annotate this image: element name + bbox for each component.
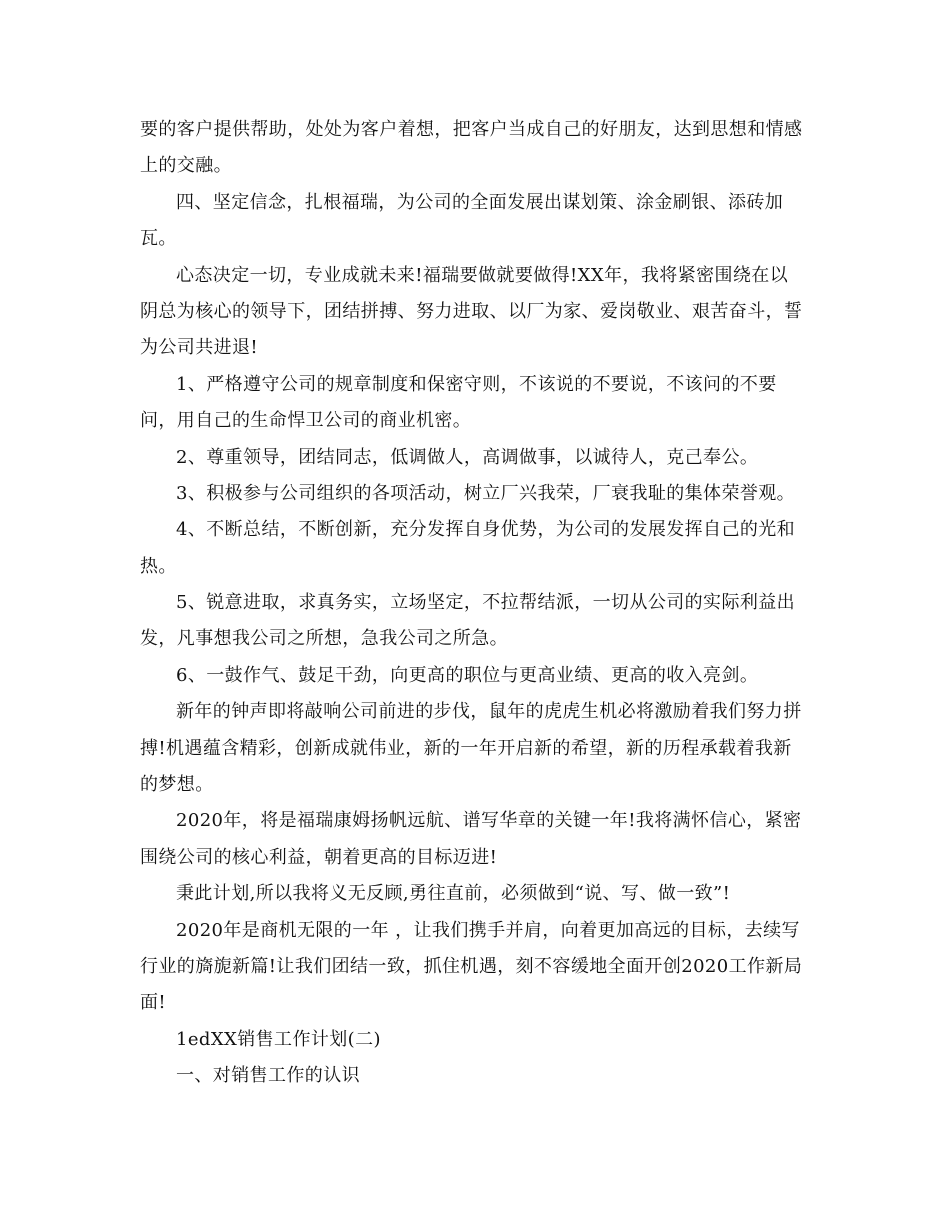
text-line: 新年的钟声即将敲响公司前进的步伐，鼠年的虎虎生机必将激励着我们努力拼: [176, 701, 802, 723]
paragraph: [140, 185, 950, 258]
paragraph: [140, 803, 950, 876]
text-line: 心态决定一切，专业成就未来!福瑞要做就要做得!XX年，我将紧密围绕在以: [176, 264, 789, 286]
paragraph: [140, 258, 950, 367]
text-line: 发，凡事想我公司之所想，急我公司之所急。: [140, 628, 508, 650]
text-line: 5、锐意进取，求真务实，立场坚定，不拉帮结派，一切从公司的实际利益出: [176, 592, 796, 614]
paragraph: [140, 876, 950, 912]
text-line: 四、坚定信念，扎根福瑞，为公司的全面发展出谋划策、涂金刷银、添砖加: [176, 191, 784, 213]
list-item: [140, 658, 950, 694]
text-line: 3、积极参与公司组织的各项活动，树立厂兴我荣，厂衰我耻的集体荣誉观。: [176, 482, 796, 504]
paragraph: [140, 112, 950, 185]
text-line: 热。: [140, 555, 177, 577]
text-line: 秉此计划,所以我将义无反顾,勇往直前，必须做到“说、写、做一致”!: [176, 883, 731, 905]
text-line: 2020年是商机无限的一年 ，让我们携手并肩，向着更加高远的目标，去续写: [176, 919, 800, 941]
paragraph: [140, 913, 950, 1022]
section-heading: [140, 1058, 950, 1094]
text-line: 要的客户提供帮助，处处为客户着想，把客户当成自己的好朋友，达到思想和情感: [140, 119, 803, 140]
list-item: [140, 476, 950, 512]
text-line: 行业的旖旎新篇!让我们团结一致，抓住机遇，刻不容缓地全面开创2020工作新局: [140, 955, 803, 977]
text-line: 一、对销售工作的认识: [176, 1065, 360, 1087]
text-line: 问，用自己的生命悍卫公司的商业机密。: [140, 410, 472, 432]
text-line: 面!: [140, 992, 167, 1014]
text-line: 2、尊重领导，团结同志，低调做人，高调做事，以诚待人，克己奉公。: [176, 446, 759, 468]
text-line: 6、一鼓作气、鼓足干劲，向更高的职位与更高业绩、更高的收入亮剑。: [176, 664, 759, 686]
list-item: [140, 585, 950, 658]
text-line: 1edXX销售工作计划(二): [176, 1028, 381, 1050]
text-line: 搏!机遇蕴含精彩，创新成就伟业，新的一年开启新的希望，新的历程承载着我新: [140, 737, 792, 759]
section-title: [140, 1022, 950, 1058]
text-line: 瓦。: [140, 228, 177, 250]
text-line: 阴总为核心的领导下，团结拼搏、努力进取、以厂为家、爱岗敬业、艰苦奋斗，誓: [140, 300, 803, 322]
paragraph: [140, 694, 950, 803]
text-line: 上的交融。: [140, 155, 232, 177]
list-item: [140, 440, 950, 476]
text-line: 1、严格遵守公司的规章制度和保密守则，不该说的不要说，不该问的不要: [176, 373, 777, 395]
text-line: 围绕公司的核心利益，朝着更高的目标迈进!: [140, 846, 498, 868]
list-item: [140, 367, 950, 440]
text-line: 为公司共进退!: [140, 337, 259, 359]
list-item: [140, 512, 950, 585]
text-line: 4、不断总结，不断创新，充分发挥自身优势，为公司的发展发挥自己的光和: [176, 519, 796, 541]
text-line: 2020年，将是福瑞康姆扬帆远航、谱写华章的关键一年!我将满怀信心，紧密: [176, 810, 802, 832]
text-line: 的梦想。: [140, 774, 214, 796]
